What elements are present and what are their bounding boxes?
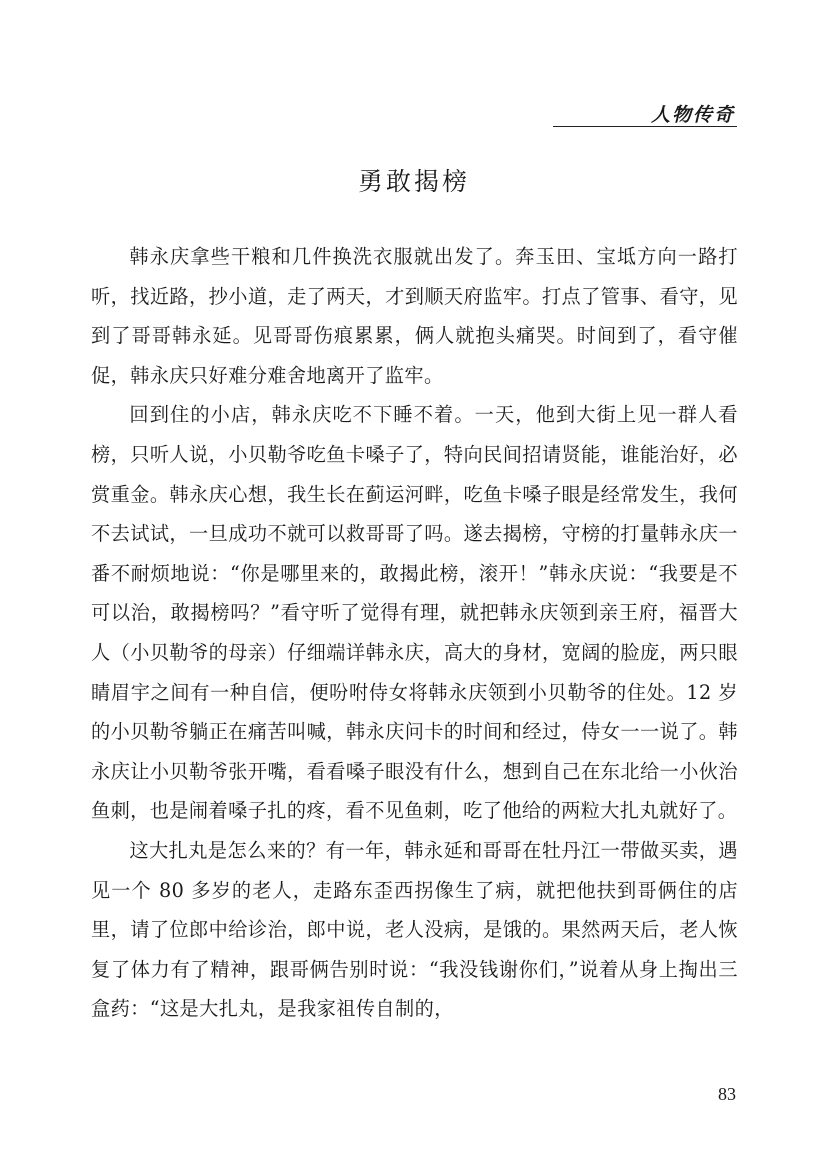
article-body	[91, 237, 738, 1029]
paragraph: 这大扎丸是怎么来的？有一年，韩永延和哥哥在牡丹江一带做买卖，遇见一个 80 多岁的老人，走路东歪西拐像生了病，就把他扶到哥俩住的店里，请了位郎中给诊治，郎中说，老人没病，是饿的。果然两天后，老人恢复了体力有了精神，跟哥俩告别时说：“我没钱谢你们，”说着从身上掏出三盒药：“这是大扎丸，是我家祖传自制的，	[91, 838, 738, 1021]
paragraph: 回到住的小店，韩永庆吃不下睡不着。一天，他到大街上见一群人看榜，只听人说，小贝勒爷吃鱼卡嗓子了，特向民间招请贤能，谁能治好，必赏重金。韩永庆心想，我生长在蓟运河畔，吃鱼卡嗓子眼是经常发生，我何不去试试，一旦成功不就可以救哥哥了吗。遂去揭榜，守榜的打量韩永庆一番不耐烦地说：“你是哪里来的，敢揭此榜，滚开！”韩永庆说：“我要是不可以治，敢揭榜吗？”看守听了觉得有理，就把韩永庆领到亲王府，福晋大人（小贝勒爷的母亲）仔细端详韩永庆，高大的身材，宽阔的脸庞，两只眼睛眉宇之间有一种自信，便吩咐侍女将韩永庆领到小贝勒爷的住处。12 岁的小贝勒爷躺正在痛苦叫喊，韩永庆问卡的时间和经过，侍女一一说了。韩永庆让小贝勒爷张开嘴，看看嗓子眼没有什么，想到自己在东北给一小伙治鱼刺，也是闹着嗓子扎的疼，看不见鱼刺，吃了他给的两粒大扎丸就好了。	[91, 403, 738, 823]
paragraph: 韩永庆拿些干粮和几件换洗衣服就出发了。奔玉田、宝坻方向一路打听，找近路，抄小道，走了两天，才到顺天府监牢。打点了管事、看守，见到了哥哥韩永延。见哥哥伤痕累累，俩人就抱头痛哭。时间到了，看守催促，韩永庆只好难分难舍地离开了监牢。	[91, 245, 738, 387]
page-number: 83	[718, 1084, 736, 1104]
header-rule	[553, 126, 737, 127]
running-head-section-label: 人物传奇	[650, 104, 735, 126]
article-title: 勇敢揭榜	[357, 167, 470, 196]
